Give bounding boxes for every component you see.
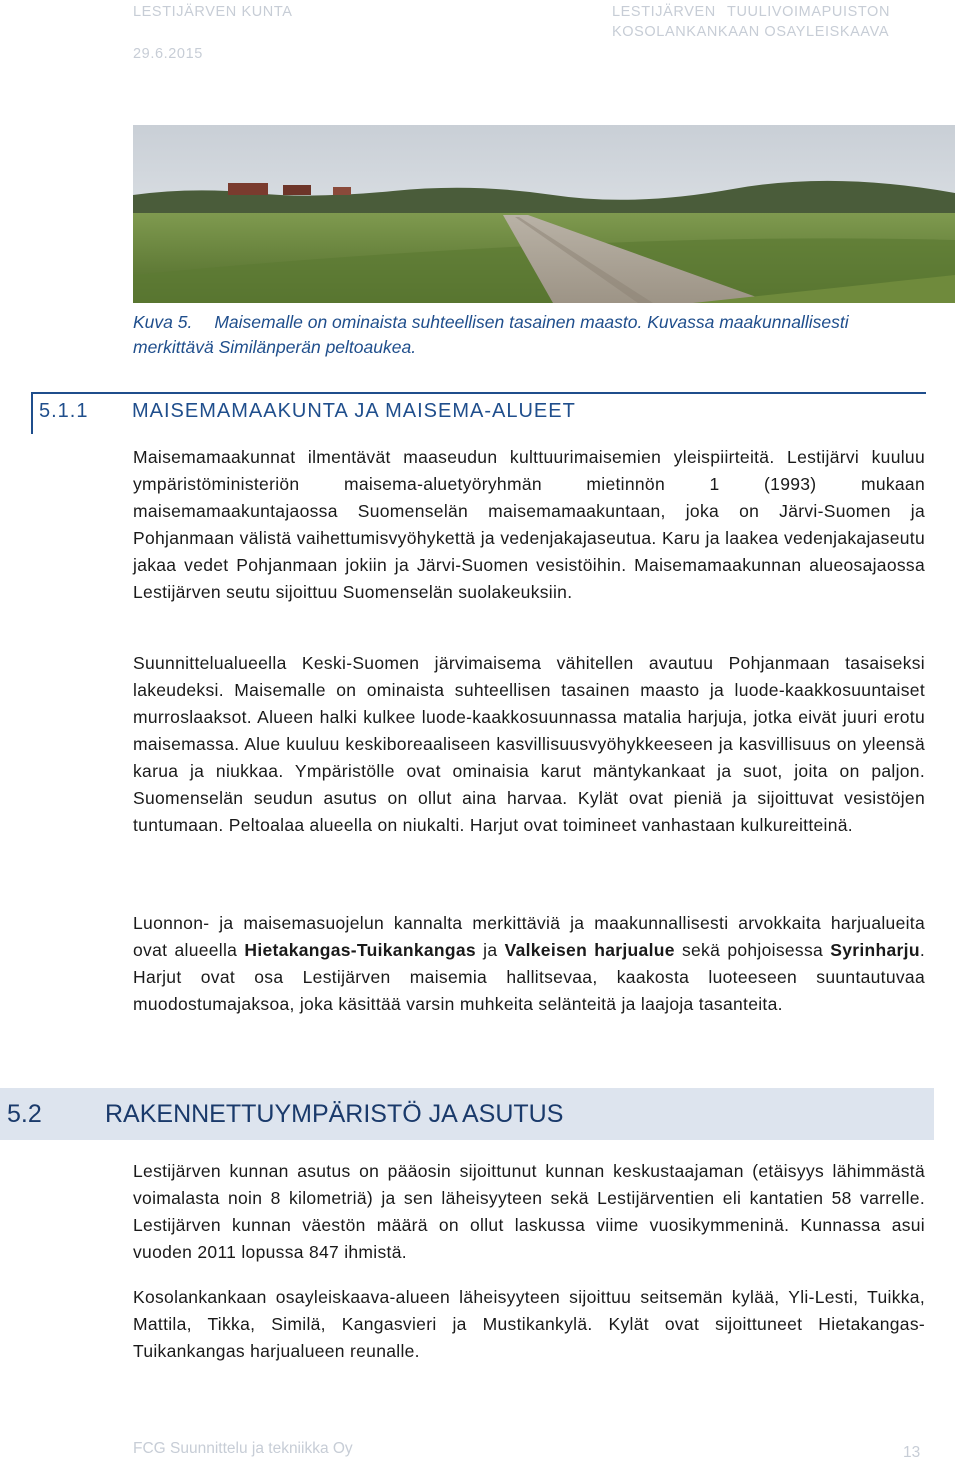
header-municipality: LESTIJÄRVEN KUNTA [133,4,293,20]
footer-page-number: 13 [903,1444,921,1461]
heading-rule-top [31,392,926,394]
section-title: RAKENNETTUYMPÄRISTÖ JA ASUTUS [105,1100,564,1128]
paragraph-1 [133,444,925,606]
paragraph-text: Maisemamaakunnat ilmentävät maaseudun kulttuurimaisemien yleispiirteitä. Lestijärvi kuuluu ympäristöministeriön maisema-aluetyöryhmän mietinnön 1 (1993) mukaan maisemamaakuntajaossa Suomenselän maisemamaakuntaan, joka on Järvi-Suomen ja Pohjanmaan välistä vaihettumisvyöhykettä ja vedenjakajaseutua. Karu ja laakea vedenjakajaseutu jakaa vedet Pohjanmaan jokiin ja Järvi-Suomen vesistöihin. Maisemamaakunnan alueosajaossa Lestijärven seutu sijoittuu Suomenselän suolakeuksiin. [133,447,925,602]
p3-part-e: . Harjut ovat osa Lestijärven maisemia hallitsevaa, kaakosta luoteeseen suuntautuvaa muodostumajaksoa, joka käsittää varsin muhkeita selänteitä ja laajoja tasanteita. [133,940,925,1014]
p3-part-c: ja [475,940,505,960]
p3-part-a: Luonnon- ja maisemasuojelun kannalta merkittäviä ja maakunnallisesti arvokkaita harjualueita ovat alueella [133,913,925,960]
paragraph-2 [133,650,925,839]
section-heading-5-1-1 [31,392,926,434]
caption-label: Kuva 5. [133,312,193,332]
paragraph-text: Lestijärven kunnan asutus on pääosin sijoittunut kunnan keskustaajaman (etäisyys lähimmästä voimalasta noin 8 kilometriä) ja sen läheisyyteen sekä Lestijärventien eli kantatien 58 varrelle. Lestijärven kunnan väestön määrä on ollut laskussa viime vuosikymmeninä. Kunnassa asui vuoden 2011 lopussa 847 ihmistä. [133,1161,925,1262]
p3-part-d: sekä pohjoisessa [674,940,831,960]
section-number: 5.1.1 [39,400,89,422]
p3-bold-3: Syrinharju [830,940,920,960]
figure-caption [133,310,925,360]
p3-bold-1: Hietakangas-Tuikankangas [244,940,476,960]
landscape-photo-drawing [133,125,955,303]
heading-rule-left [31,392,33,434]
caption-text: Maisemalle on ominaista suhteellisen tasainen maasto. Kuvassa maakunnallisesti merkittävä Similänperän peltoaukea. [133,312,849,357]
section-number: 5.2 [7,1100,42,1128]
paragraph-4 [133,1158,925,1266]
header-project-line2: KOSOLANKANKAAN OSAYLEISKAAVA [612,24,890,40]
paragraph-3 [133,910,925,1018]
paragraph-5 [133,1284,925,1365]
section-title: MAISEMAMAAKUNTA JA MAISEMA-ALUEET [132,400,576,422]
footer-company: FCG Suunnittelu ja tekniikka Oy [133,1440,353,1457]
header-project-line1b: TUULIVOIMAPUISTON [727,4,891,20]
landscape-photo [133,125,955,303]
paragraph-text: Suunnittelualueella Keski-Suomen järvimaisema vähitellen avautuu Pohjanmaan tasaiseksi lakeudeksi. Maisemalle on ominaista suhteellisen tasainen maasto ja luode-kaakkosuuntaiset murroslaaksot. Alueen halki kulkee luode-kaakkosuunnassa matalia harjuja, jotka eivät juuri erotu maisemassa. Alue kuuluu keskiboreaaliseen kasvillisuusvyöhykkeeseen ja kasvillisuus on yleensä karua ja niukkaa. Ympäristölle ovat ominaisia karut mäntykankaat ja suot, joita on paljon. Suomenselän seudun asutus on ollut aina harvaa. Kylät ovat pieniä ja sijoittuvat vesistöjen tuntumaan. Peltoalaa alueella on niukalti. Harjut ovat toimineet vanhastaan kulkureitteinä. [133,653,925,835]
header-date: 29.6.2015 [133,46,203,62]
section-heading-5-2 [0,1088,934,1140]
header-project-line1a: LESTIJÄRVEN [612,4,716,20]
paragraph-text: Kosolankankaan osayleiskaava-alueen läheisyyteen sijoittuu seitsemän kylää, Yli-Lesti, Tuikka, Mattila, Tikka, Similä, Kangasvieri ja Mustikankylä. Kylät ovat sijoittuneet Hietakangas-Tuikankangas harjualueen reunalle. [133,1287,925,1361]
p3-bold-2: Valkeisen harjualue [504,940,675,960]
paragraph-text [133,910,925,1018]
